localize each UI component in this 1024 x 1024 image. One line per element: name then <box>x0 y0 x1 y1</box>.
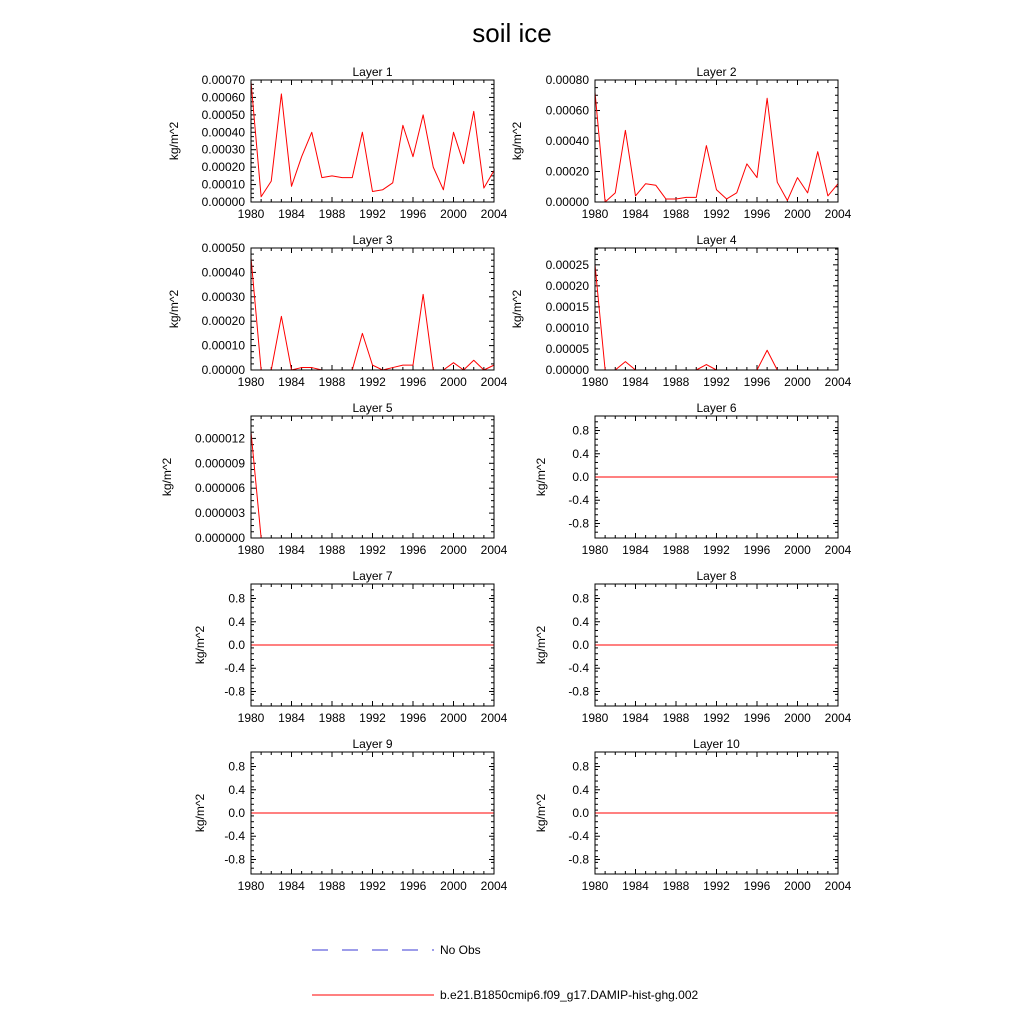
x-tick-label: 1996 <box>399 207 427 221</box>
y-tick-label: 0.00060 <box>201 90 245 105</box>
y-tick-label: -0.4 <box>568 493 589 508</box>
y-tick-label: 0.00010 <box>545 320 589 335</box>
y-tick-label: 0.4 <box>228 614 245 629</box>
x-tick-label: 1996 <box>399 879 427 893</box>
x-tick-label: 1984 <box>622 207 649 221</box>
x-tick-label: 1984 <box>622 879 649 893</box>
y-tick-label: 0.8 <box>228 591 245 606</box>
y-tick-label: 0.00020 <box>201 314 245 329</box>
y-tick-label: -0.4 <box>224 661 245 676</box>
y-tick-label: 0.00040 <box>545 134 589 148</box>
y-axis-label: kg/m^2 <box>510 121 524 161</box>
y-tick-label: 0.00000 <box>201 363 245 377</box>
x-tick-label: 1984 <box>278 879 305 893</box>
x-tick-label: 2004 <box>480 879 508 893</box>
x-tick-label: 1988 <box>662 207 690 221</box>
x-tick-label: 1980 <box>237 879 265 893</box>
y-tick-label: 0.00020 <box>545 278 589 293</box>
x-tick-label: 1996 <box>743 207 771 221</box>
x-tick-label: 1984 <box>278 207 305 221</box>
x-tick-label: 1996 <box>743 543 771 557</box>
y-tick-label: 0.00030 <box>201 142 245 157</box>
x-tick-label: 1988 <box>662 543 690 557</box>
x-tick-label: 2000 <box>784 543 811 557</box>
x-tick-label: 2004 <box>824 879 852 893</box>
legend-label-model: b.e21.B1850cmip6.f09_g17.DAMIP-hist-ghg.002 <box>440 988 699 1002</box>
y-tick-label: 0.8 <box>572 423 589 438</box>
x-tick-label: 1996 <box>399 543 427 557</box>
y-axis-label: kg/m^2 <box>534 793 548 833</box>
x-tick-label: 1980 <box>581 543 609 557</box>
x-tick-label: 1996 <box>743 711 771 725</box>
x-tick-label: 1988 <box>318 711 346 725</box>
y-axis-label: kg/m^2 <box>510 289 524 329</box>
panel-title: Layer 10 <box>693 737 740 751</box>
x-tick-label: 2004 <box>480 207 508 221</box>
x-tick-label: 2004 <box>824 543 852 557</box>
y-tick-label: -0.8 <box>568 516 589 531</box>
legend-label-no-obs: No Obs <box>440 943 481 957</box>
y-axis-label: kg/m^2 <box>193 793 207 833</box>
panel-title: Layer 1 <box>352 65 393 79</box>
y-tick-label: 0.00080 <box>545 73 589 87</box>
x-tick-label: 2000 <box>784 375 811 389</box>
x-tick-label: 2000 <box>784 711 811 725</box>
x-tick-label: 1996 <box>399 711 427 725</box>
x-tick-label: 1992 <box>703 879 730 893</box>
y-tick-label: 0.0 <box>228 638 245 652</box>
y-tick-label: 0.0 <box>228 806 245 820</box>
x-tick-label: 1980 <box>581 207 609 221</box>
y-tick-label: 0.8 <box>572 759 589 774</box>
x-tick-label: 2000 <box>440 879 467 893</box>
y-tick-label: 0.00070 <box>201 73 245 87</box>
x-tick-label: 2000 <box>440 375 467 389</box>
y-axis-label: kg/m^2 <box>193 625 207 665</box>
y-tick-label: 0.00015 <box>545 299 589 314</box>
x-tick-label: 1984 <box>622 375 649 389</box>
y-tick-label: 0.00060 <box>545 103 589 118</box>
y-tick-label: 0.000006 <box>194 481 245 496</box>
y-tick-label: 0.000000 <box>194 531 245 545</box>
y-tick-label: 0.0 <box>572 638 589 652</box>
y-tick-label: 0.00050 <box>201 241 245 255</box>
panel-title: Layer 4 <box>696 233 737 247</box>
y-axis-label: kg/m^2 <box>534 625 548 665</box>
x-tick-label: 1988 <box>318 375 346 389</box>
y-tick-label: -0.4 <box>568 829 589 844</box>
y-tick-label: 0.4 <box>572 782 589 797</box>
x-tick-label: 1992 <box>703 207 730 221</box>
y-tick-label: 0.4 <box>572 446 589 461</box>
x-tick-label: 2004 <box>824 375 852 389</box>
x-tick-label: 1992 <box>359 711 386 725</box>
y-tick-label: -0.8 <box>224 684 245 699</box>
panel-title: Layer 3 <box>352 233 393 247</box>
x-tick-label: 2004 <box>480 375 508 389</box>
x-tick-label: 1992 <box>359 207 386 221</box>
y-tick-label: 0.4 <box>572 614 589 629</box>
x-tick-label: 1996 <box>743 375 771 389</box>
y-axis-label: kg/m^2 <box>167 289 181 329</box>
x-tick-label: 1992 <box>703 543 730 557</box>
x-tick-label: 2004 <box>480 711 508 725</box>
y-tick-label: 0.0 <box>572 470 589 484</box>
y-axis-label: kg/m^2 <box>160 457 174 497</box>
y-tick-label: 0.00020 <box>201 160 245 175</box>
y-tick-label: -0.4 <box>224 829 245 844</box>
x-tick-label: 2000 <box>440 711 467 725</box>
x-tick-label: 1992 <box>359 543 386 557</box>
y-tick-label: 0.00000 <box>545 195 589 209</box>
x-tick-label: 1984 <box>622 711 649 725</box>
x-tick-label: 1980 <box>237 711 265 725</box>
x-tick-label: 1992 <box>703 375 730 389</box>
x-tick-label: 2000 <box>784 207 811 221</box>
panel-title: Layer 2 <box>696 65 737 79</box>
y-tick-label: 0.000003 <box>194 506 245 521</box>
x-tick-label: 2000 <box>784 879 811 893</box>
y-tick-label: 0.00040 <box>201 125 245 140</box>
x-tick-label: 1988 <box>318 207 346 221</box>
x-tick-label: 1992 <box>359 879 386 893</box>
y-tick-label: 0.00050 <box>201 107 245 122</box>
y-tick-label: 0.0 <box>572 806 589 820</box>
y-tick-label: 0.000012 <box>194 431 245 446</box>
panel-title: Layer 8 <box>696 569 737 583</box>
y-tick-label: 0.00005 <box>545 341 589 356</box>
x-tick-label: 1980 <box>237 207 265 221</box>
y-tick-label: -0.4 <box>568 661 589 676</box>
y-tick-label: -0.8 <box>568 684 589 699</box>
x-tick-label: 2004 <box>824 207 852 221</box>
x-tick-label: 1980 <box>581 711 609 725</box>
x-tick-label: 1980 <box>581 375 609 389</box>
y-tick-label: -0.8 <box>568 852 589 867</box>
panel-title: Layer 9 <box>352 737 393 751</box>
y-tick-label: 0.8 <box>228 759 245 774</box>
y-tick-label: 0.00000 <box>545 363 589 377</box>
panel-title: Layer 6 <box>696 401 737 415</box>
x-tick-label: 1992 <box>703 711 730 725</box>
x-tick-label: 1980 <box>237 375 265 389</box>
y-tick-label: 0.00010 <box>201 338 245 353</box>
y-tick-label: 0.4 <box>228 782 245 797</box>
y-axis-label: kg/m^2 <box>167 121 181 161</box>
y-tick-label: 0.00025 <box>545 257 589 272</box>
x-tick-label: 1988 <box>662 375 690 389</box>
x-tick-label: 2004 <box>824 711 852 725</box>
y-tick-label: 0.000009 <box>194 456 245 471</box>
x-tick-label: 1988 <box>318 879 346 893</box>
y-tick-label: 0.00030 <box>201 289 245 304</box>
y-axis-label: kg/m^2 <box>534 457 548 497</box>
x-tick-label: 1984 <box>278 711 305 725</box>
x-tick-label: 1984 <box>622 543 649 557</box>
y-tick-label: -0.8 <box>224 852 245 867</box>
x-tick-label: 1988 <box>662 879 690 893</box>
y-tick-label: 0.00040 <box>201 265 245 280</box>
x-tick-label: 1996 <box>743 879 771 893</box>
x-tick-label: 2000 <box>440 543 467 557</box>
x-tick-label: 2000 <box>440 207 467 221</box>
x-tick-label: 1988 <box>318 543 346 557</box>
x-tick-label: 1988 <box>662 711 690 725</box>
figure-title: soil ice <box>472 18 552 48</box>
panel-title: Layer 5 <box>352 401 393 415</box>
y-tick-label: 0.00020 <box>545 164 589 179</box>
x-tick-label: 1996 <box>399 375 427 389</box>
x-tick-label: 1984 <box>278 375 305 389</box>
x-tick-label: 1992 <box>359 375 386 389</box>
y-tick-label: 0.8 <box>572 591 589 606</box>
y-tick-label: 0.00000 <box>201 195 245 209</box>
x-tick-label: 1980 <box>581 879 609 893</box>
x-tick-label: 1980 <box>237 543 265 557</box>
x-tick-label: 1984 <box>278 543 305 557</box>
panel-title: Layer 7 <box>352 569 393 583</box>
y-tick-label: 0.00010 <box>201 177 245 192</box>
x-tick-label: 2004 <box>480 543 508 557</box>
